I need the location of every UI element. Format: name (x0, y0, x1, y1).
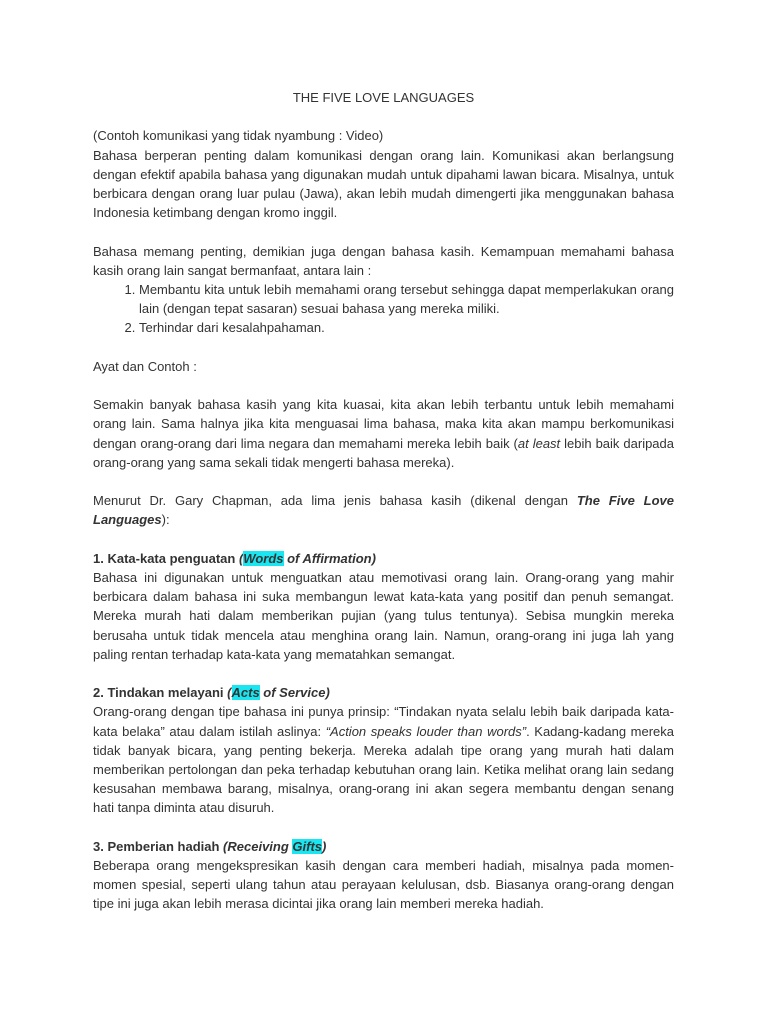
section-body: Beberapa orang mengekspresikan kasih dengan cara memberi hadiah, misalnya pada momen-momen spesial, seperti ulang tahun atau perayaan kelulusan, dsb. Biasanya orang-orang dengan tipe ini juga akan lebih merasa dicintai jika orang lain memberi mereka hadiah. (93, 858, 674, 912)
highlighted-term: Acts (231, 685, 260, 701)
benefits-paragraph: Bahasa memang penting, demikian juga dengan bahasa kasih. Kemampuan memahami bahasa kasih orang lain sangat bermanfaat, antara lain : (93, 243, 674, 278)
text: ): (161, 512, 170, 528)
spacer (93, 664, 674, 683)
heading-text: 3. Pemberian hadiah (93, 838, 224, 854)
text: lebih baik daripada orang-orang yang sama sekali tidak mengerti bahasa mereka). (93, 435, 674, 470)
spacer (93, 222, 674, 241)
text: Orang-orang dengan tipe bahasa ini punya prinsip: “Tindakan nyata selalu lebih baik daripada kata-kata belaka” atau dalam istilah aslinya: (93, 704, 674, 739)
section-heading-receiving-gifts (93, 837, 674, 856)
text: Semakin banyak bahasa kasih yang kita kuasai, kita akan lebih terbantu untuk lebih memahami orang lain. Sama halnya jika kita menguasai lima bahasa, maka kita akan mampu berkomunikasi dengan orang-orang dari lima negara dan memahami mereka lebih baik ( (93, 397, 674, 451)
heading-paren-rest: ) (322, 838, 327, 854)
chapman-paragraph (93, 491, 674, 529)
heading-paren: ( (238, 550, 244, 566)
list-item: 1. Membantu kita untuk lebih memahami orang tersebut sehingga dapat memperlakukan orang lain (dengan tepat sasaran) sesuai bahasa yang mereka miliki. (139, 280, 674, 318)
text: . Kadang-kadang mereka tidak banyak bicara, yang penting bekerja. Mereka adalah tipe orang yang murah hati dalam memberikan pertolongan dan peka terhadap kebutuhan orang lain. Ketika melihat orang lain sedang kesusahan membawa barang, misalnya, orang-orang ini akan segera membantu dengan senang hati tanpa diminta atau disuruh. (93, 723, 675, 816)
heading-paren-rest: of Service) (259, 685, 330, 701)
book-title: The Five Love Languages (93, 493, 674, 528)
heading-paren: (Receiving (223, 838, 293, 854)
intro-note: (Contoh komunikasi yang tidak nyambung : Video) (93, 128, 384, 144)
heading-text: 1. Kata-kata penguatan (93, 550, 239, 566)
heading-text: 2. Tindakan melayani (93, 685, 228, 701)
spacer (93, 530, 674, 549)
section-body (93, 702, 674, 817)
document-page (93, 88, 674, 914)
heading-paren-rest: of Affirmation) (283, 550, 376, 566)
text: Menurut Dr. Gary Chapman, ada lima jenis bahasa kasih (dikenal dengan (93, 493, 577, 509)
list-item: 2. Terhindar dari kesalahpahaman. (139, 318, 674, 337)
intro-paragraph: Bahasa berperan penting dalam komunikasi dengan orang lain. Komunikasi akan berlangsung dengan efektif apabila bahasa yang digunakan mudah untuk dipahami lawan bicara. Misalnya, untuk berbicara dengan orang luar pulau (Jawa), akan lebih mudah dimengerti jika menggunakan bahasa Indonesia ketimbang dengan kromo inggil. (93, 147, 674, 221)
page-title: THE FIVE LOVE LANGUAGES (292, 90, 475, 105)
highlighted-term: Words (243, 550, 284, 566)
section-heading-words-of-affirmation (93, 549, 674, 568)
italic-phrase: at least (517, 435, 561, 451)
section-heading-acts-of-service (93, 683, 674, 702)
italic-quote: “Action speaks louder than words” (325, 723, 527, 739)
verse-label: Ayat dan Contoh : (93, 358, 197, 374)
spacer (93, 818, 674, 837)
highlighted-term: Gifts (292, 838, 323, 854)
section-body: Bahasa ini digunakan untuk menguatkan atau memotivasi orang lain. Orang-orang yang mahir berbicara dalam bahasa ini suka membangun lewat kata-kata yang positif dan penuh semangat. Mereka murah hati dalam memberikan pujian (yang tulus tentunya). Sebisa mungkin mereka berusaha untuk tidak mencela atau menghina orang lain. Namun, orang-orang ini juga lah yang paling rentan terhadap kata-kata yang mematahkan semangat. (93, 569, 674, 662)
more-languages-paragraph (93, 395, 674, 472)
spacer (93, 472, 674, 491)
spacer (93, 376, 674, 395)
spacer (93, 338, 674, 357)
benefits-list (93, 280, 674, 338)
heading-paren: ( (227, 685, 232, 701)
